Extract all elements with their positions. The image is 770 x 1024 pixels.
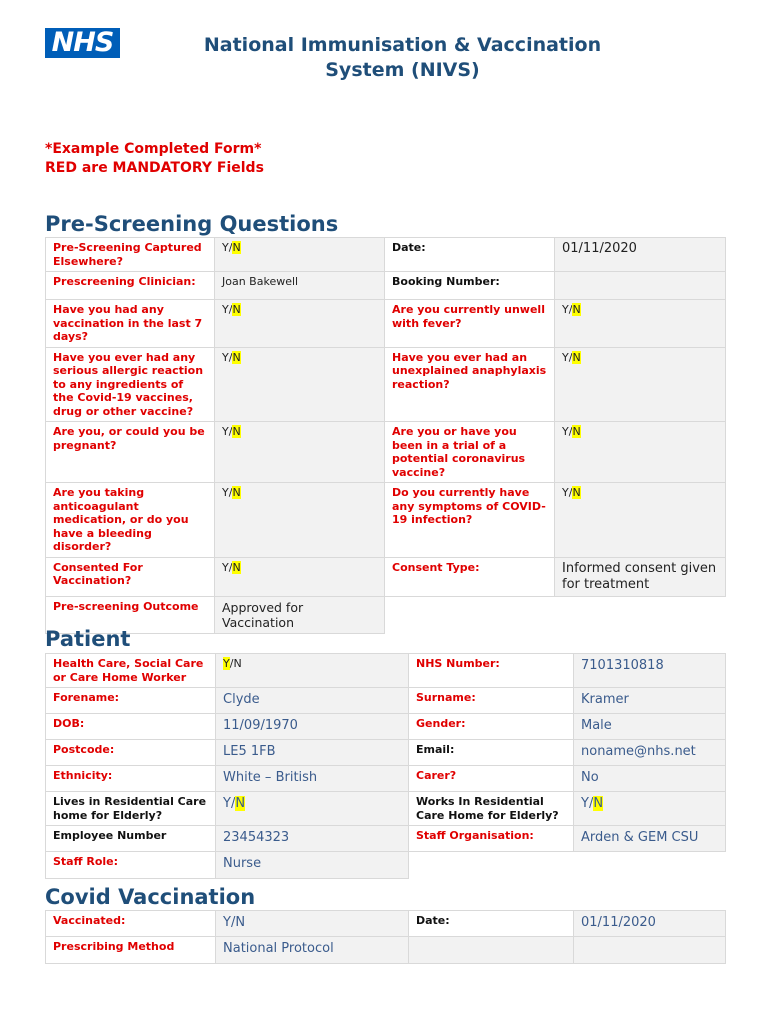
postcode-field[interactable]: LE5 1FB [216, 740, 409, 766]
ethnicity-label: Ethnicity: [46, 766, 216, 792]
covid-symptoms-field[interactable]: Y/N [555, 483, 726, 558]
staff-role-label: Staff Role: [46, 852, 216, 879]
anaphylaxis-field[interactable]: Y/N [555, 347, 726, 422]
consent-type-field[interactable]: Informed consent given for treatment [555, 557, 726, 596]
vaccinated-field[interactable]: Y/N [216, 911, 409, 937]
nhs-number-field[interactable]: 7101310818 [574, 654, 726, 688]
vaccination-date-field[interactable]: 01/11/2020 [574, 911, 726, 937]
unwell-fever-label: Are you currently unwell with fever? [385, 300, 555, 348]
vaccinated-label: Vaccinated: [46, 911, 216, 937]
anticoagulant-label: Are you taking anticoagulant medication, or do you have a bleeding disorder? [46, 483, 215, 558]
staff-org-field[interactable]: Arden & GEM CSU [574, 826, 726, 852]
staff-org-label: Staff Organisation: [409, 826, 574, 852]
unwell-fever-field[interactable]: Y/N [555, 300, 726, 348]
pregnant-label: Are you, or could you be pregnant? [46, 422, 215, 483]
vaccination-heading: Covid Vaccination [45, 885, 256, 909]
outcome-field[interactable]: Approved for Vaccination [215, 596, 385, 633]
consented-label: Consented For Vaccination? [46, 557, 215, 596]
date-label: Date: [385, 238, 555, 272]
employee-number-label: Employee Number [46, 826, 216, 852]
booking-field[interactable] [555, 272, 726, 300]
lives-residential-field[interactable]: Y/N [216, 792, 409, 826]
postcode-label: Postcode: [46, 740, 216, 766]
mandatory-notice: RED are MANDATORY Fields [45, 160, 264, 176]
care-worker-field[interactable]: Y/N [216, 654, 409, 688]
page-title [180, 33, 625, 83]
surname-field[interactable]: Kramer [574, 688, 726, 714]
nhs-number-label: NHS Number: [409, 654, 574, 688]
prescribing-method-label: Prescribing Method [46, 937, 216, 964]
vaccination-date-label: Date: [409, 911, 574, 937]
dob-label: DOB: [46, 714, 216, 740]
surname-label: Surname: [409, 688, 574, 714]
care-worker-label: Health Care, Social Care or Care Home Worker [46, 654, 216, 688]
forename-label: Forename: [46, 688, 216, 714]
vaccination-7-days-label: Have you had any vaccination in the last 7 days? [46, 300, 215, 348]
outcome-label: Pre-screening Outcome [46, 596, 215, 633]
carer-field[interactable]: No [574, 766, 726, 792]
booking-label: Booking Number: [385, 272, 555, 300]
staff-role-field[interactable]: Nurse [216, 852, 409, 879]
forename-field[interactable]: Clyde [216, 688, 409, 714]
date-field[interactable]: 01/11/2020 [555, 238, 726, 272]
gender-label: Gender: [409, 714, 574, 740]
carer-label: Carer? [409, 766, 574, 792]
employee-number-field[interactable]: 23454323 [216, 826, 409, 852]
patient-table [45, 653, 726, 879]
vaccination-table [45, 910, 726, 964]
anticoagulant-field[interactable]: Y/N [215, 483, 385, 558]
ethnicity-field[interactable]: White – British [216, 766, 409, 792]
gender-field[interactable]: Male [574, 714, 726, 740]
consent-type-label: Consent Type: [385, 557, 555, 596]
nhs-logo: NHS [45, 28, 120, 58]
prescreen-heading: Pre-Screening Questions [45, 212, 339, 236]
trial-label: Are you or have you been in a trial of a potential coronavirus vaccine? [385, 422, 555, 483]
clinician-field[interactable]: Joan Bakewell [215, 272, 385, 300]
lives-residential-label: Lives in Residential Care home for Elderly? [46, 792, 216, 826]
pregnant-field[interactable]: Y/N [215, 422, 385, 483]
consented-field[interactable]: Y/N [215, 557, 385, 596]
captured-elsewhere-label: Pre-Screening Captured Elsewhere? [46, 238, 215, 272]
covid-symptoms-label: Do you currently have any symptoms of COVID-19 infection? [385, 483, 555, 558]
title-line-2: System (NIVS) [325, 59, 480, 81]
prescreen-table [45, 237, 726, 634]
allergic-reaction-field[interactable]: Y/N [215, 347, 385, 422]
trial-field[interactable]: Y/N [555, 422, 726, 483]
captured-elsewhere-field[interactable]: Y/N [215, 238, 385, 272]
works-residential-field[interactable]: Y/N [574, 792, 726, 826]
dob-field[interactable]: 11/09/1970 [216, 714, 409, 740]
anaphylaxis-label: Have you ever had an unexplained anaphylaxis reaction? [385, 347, 555, 422]
example-notice: *Example Completed Form* [45, 141, 262, 157]
patient-heading: Patient [45, 627, 131, 651]
prescribing-method-field[interactable]: National Protocol [216, 937, 409, 964]
email-label: Email: [409, 740, 574, 766]
title-line-1: National Immunisation & Vaccination [203, 34, 602, 56]
clinician-label: Prescreening Clinician: [46, 272, 215, 300]
allergic-reaction-label: Have you ever had any serious allergic reaction to any ingredients of the Covid-19 vaccines, drug or other vaccine? [46, 347, 215, 422]
email-field[interactable]: noname@nhs.net [574, 740, 726, 766]
vaccination-7-days-field[interactable]: Y/N [215, 300, 385, 348]
works-residential-label: Works In Residential Care Home for Elderly? [409, 792, 574, 826]
